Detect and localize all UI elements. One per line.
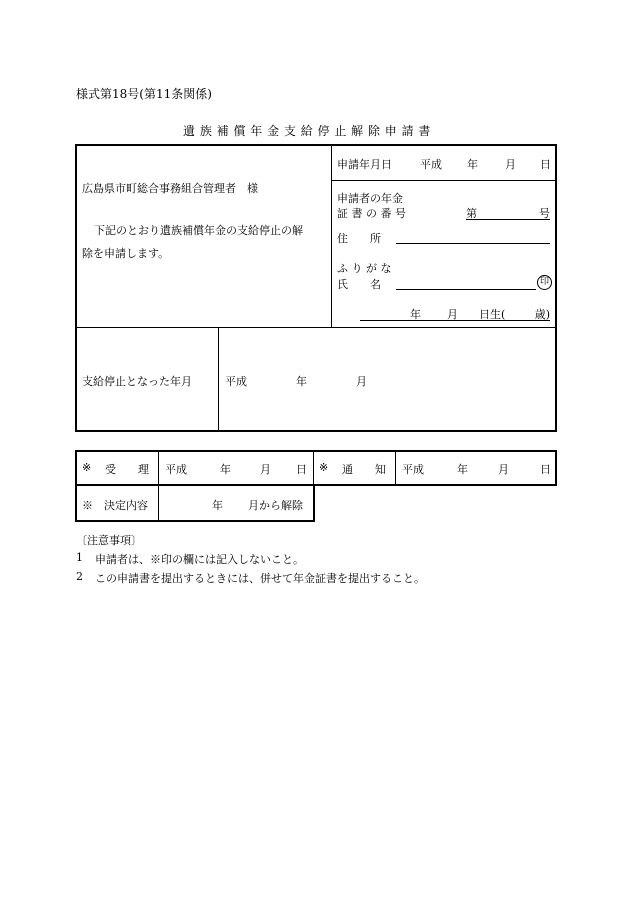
form-title: 遺 族 補 償 年 金 支 給 停 止 解 除 申 請 書 — [183, 124, 431, 138]
note2-number: 2 — [76, 570, 83, 583]
age-label: 歳) — [534, 308, 550, 321]
cert-no-suffix: 号 — [539, 207, 550, 220]
application-date-label: 申請年月日 — [337, 158, 392, 171]
receipt-month: 月 — [260, 463, 271, 476]
furigana-label: ふ り が な — [337, 262, 392, 275]
form-number: 様式第18号(第11条関係) — [76, 87, 212, 101]
cert-label-line2: 証 書 の 番 号 — [337, 207, 406, 220]
addressee: 広島県市町総合事務組合管理者 様 — [82, 182, 258, 195]
application-date-year[interactable]: 年 — [467, 158, 478, 171]
suspension-year[interactable]: 年 — [296, 375, 307, 388]
body-text-line2: 除を申請します。 — [82, 247, 170, 260]
notice-label: 通 知 — [342, 463, 386, 476]
address-label: 住 所 — [337, 232, 381, 245]
application-date-day[interactable]: 日 — [540, 158, 551, 171]
main-vertical-divider — [331, 145, 332, 328]
birth-day-label: 日生( — [479, 308, 506, 321]
name-field[interactable] — [396, 276, 536, 290]
notice-year: 年 — [457, 463, 468, 476]
receipt-mark: ※ — [82, 461, 92, 474]
note1-number: 1 — [76, 551, 83, 564]
body-text-line1: 下記のとおり遺族補償年金の支給停止の解 — [94, 224, 303, 237]
notice-mark: ※ — [319, 461, 329, 474]
receipt-year: 年 — [220, 463, 231, 476]
notice-day: 日 — [540, 463, 551, 476]
notice-era: 平成 — [402, 463, 424, 476]
birth-year: 年 — [410, 308, 421, 321]
note2-text: この申請書を提出するときには、併せて年金証書を提出すること。 — [95, 572, 425, 585]
seal-icon: 印 — [537, 275, 552, 290]
suspension-era[interactable]: 平成 — [225, 375, 247, 388]
application-date-month[interactable]: 月 — [505, 158, 516, 171]
cert-label-line1: 申請者の年金 — [337, 192, 403, 205]
note1-text: 申請者は、※印の欄には記入しないこと。 — [95, 553, 304, 566]
address-field[interactable] — [396, 230, 550, 244]
main-horizontal-divider — [76, 327, 556, 328]
suspension-month[interactable]: 月 — [356, 375, 367, 388]
decision-year: 年 — [212, 499, 223, 512]
notice-month: 月 — [498, 463, 509, 476]
birth-date-field[interactable] — [360, 306, 550, 321]
notes-header: 〔注意事項〕 — [76, 534, 142, 547]
receipt-era: 平成 — [165, 463, 187, 476]
decision-month-text: 月から解除 — [248, 499, 303, 512]
suspension-label: 支給停止となった年月 — [82, 375, 192, 388]
receipt-label: 受 理 — [105, 463, 149, 476]
application-date-era[interactable]: 平成 — [420, 158, 442, 171]
cert-no-prefix: 第 — [466, 207, 477, 220]
cert-number-field[interactable] — [466, 205, 550, 220]
decision-label: ※ 決定内容 — [82, 499, 148, 512]
birth-month: 月 — [447, 308, 458, 321]
receipt-day: 日 — [296, 463, 307, 476]
name-label: 氏 名 — [337, 278, 381, 291]
